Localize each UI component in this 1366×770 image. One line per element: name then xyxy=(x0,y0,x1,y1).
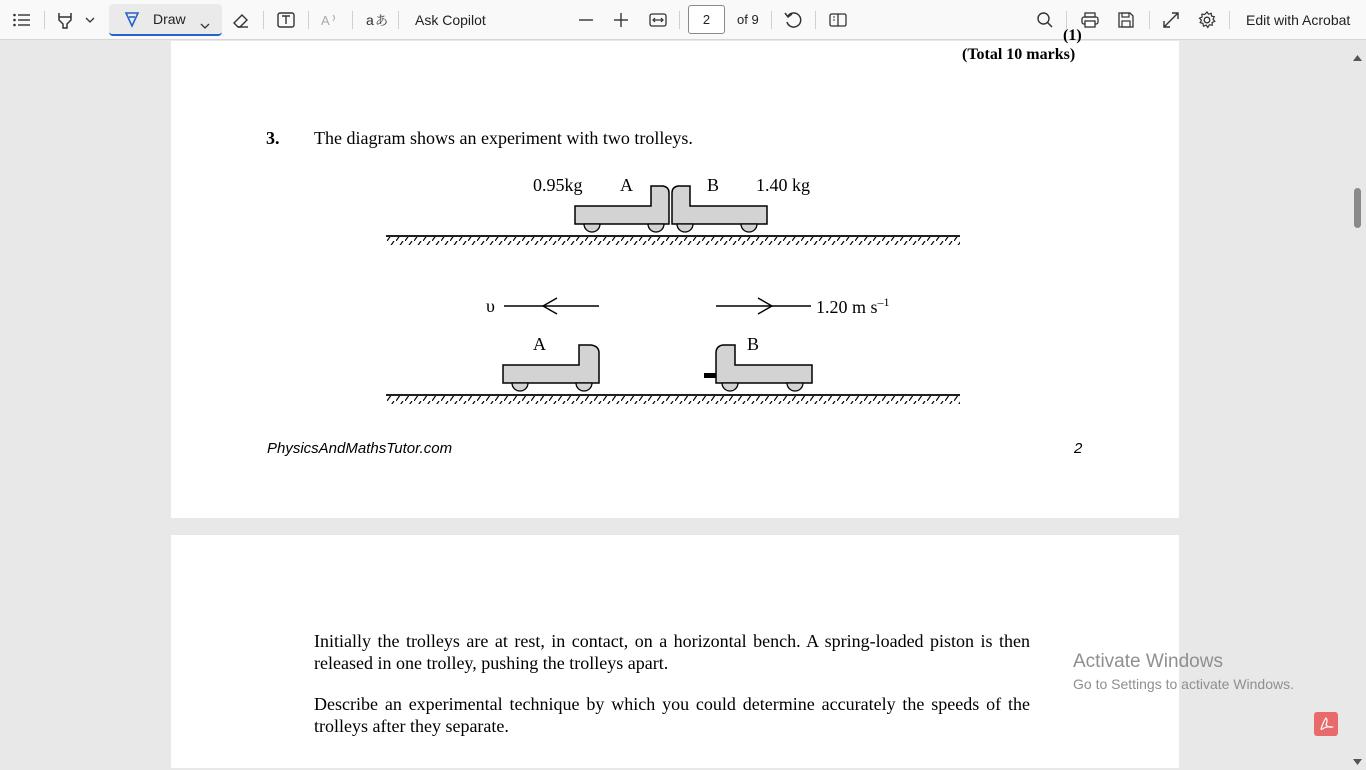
highlight-dropdown-chevron-icon[interactable] xyxy=(82,0,98,40)
trolley-a-bottom xyxy=(503,345,599,391)
eraser-icon[interactable] xyxy=(230,0,252,40)
trolley-b-label-bottom: B xyxy=(747,334,760,354)
zoom-in-icon[interactable] xyxy=(611,0,631,40)
fit-to-width-icon[interactable] xyxy=(647,0,669,40)
settings-gear-icon[interactable] xyxy=(1196,0,1218,40)
search-icon[interactable] xyxy=(1034,0,1056,40)
total-marks: (Total 10 marks) xyxy=(962,46,1076,63)
fullscreen-icon[interactable] xyxy=(1160,0,1182,40)
text-box-icon[interactable] xyxy=(275,0,297,40)
mass-b-label: 1.40 kg xyxy=(756,175,810,195)
translate-icon[interactable] xyxy=(364,0,388,40)
pdf-toolbar xyxy=(0,0,1366,40)
draw-dropdown-chevron-icon[interactable] xyxy=(200,16,210,32)
piston xyxy=(704,373,716,378)
edit-with-acrobat-button[interactable]: Edit with Acrobat xyxy=(1246,12,1351,28)
pdf-page-3 xyxy=(171,535,1179,768)
trolley-a-label-bottom: A xyxy=(533,334,546,354)
speed-b-label: 1.20 m $s^{-1}$ xyxy=(816,295,890,317)
left-arrow-icon xyxy=(504,298,599,314)
bottom-bench xyxy=(386,395,960,404)
pen-icon xyxy=(124,11,140,30)
trolley-diagram xyxy=(171,41,1179,421)
svg-text:あ: あ xyxy=(375,14,389,29)
paragraph-2: Describe an experimental technique by which you could determine accurately the speeds of the trolleys after they separate. xyxy=(314,694,1030,736)
paragraph-1: Initially the trolleys are at rest, in contact, on a horizontal bench. A spring-loaded piston is then released in one trolley, pushing the trolleys apart. xyxy=(314,631,1030,673)
trolley-a-label-top: A xyxy=(620,175,633,195)
activate-windows-title: Activate Windows xyxy=(1073,651,1223,672)
trolley-b-top xyxy=(672,186,767,232)
activate-windows-subtitle: Go to Settings to activate Windows. xyxy=(1073,676,1294,692)
clipped-marks-remnant: (1) xyxy=(1063,27,1082,44)
velocity-symbol: υ xyxy=(486,296,495,316)
scroll-down-icon[interactable] xyxy=(1353,752,1362,770)
page-total-label: of 9 xyxy=(737,12,759,27)
svg-text:A: A xyxy=(321,13,330,28)
highlight-icon[interactable] xyxy=(54,0,76,40)
question-number: 3. xyxy=(266,128,280,148)
scrollbar-thumb[interactable] xyxy=(1354,188,1361,228)
contents-icon[interactable] xyxy=(10,0,34,40)
scroll-up-icon[interactable] xyxy=(1353,48,1362,66)
trolley-b-label-top: B xyxy=(707,175,720,195)
footer-page-number: 2 xyxy=(1074,440,1083,457)
right-arrow-icon xyxy=(716,298,811,314)
ask-copilot-button[interactable]: Ask Copilot xyxy=(415,12,486,28)
read-aloud-icon[interactable] xyxy=(319,0,341,40)
zoom-out-icon[interactable] xyxy=(576,0,596,40)
page-view-icon[interactable] xyxy=(827,0,849,40)
mass-a-label: 0.95kg xyxy=(533,175,583,195)
save-icon[interactable] xyxy=(1115,0,1137,40)
acrobat-icon[interactable] xyxy=(1314,712,1338,736)
svg-text:a: a xyxy=(366,12,374,28)
page-number-input[interactable]: 2 xyxy=(688,5,725,34)
rotate-icon[interactable] xyxy=(782,0,804,40)
footer-site: PhysicsAndMathsTutor.com xyxy=(267,440,453,457)
vertical-scrollbar[interactable] xyxy=(1349,40,1366,768)
print-icon[interactable] xyxy=(1079,0,1101,40)
pdf-page-2 xyxy=(171,27,1179,518)
draw-label: Draw xyxy=(153,11,186,27)
draw-button[interactable] xyxy=(109,4,222,36)
top-bench xyxy=(386,236,960,245)
question-text: The diagram shows an experiment with two trolleys. xyxy=(314,128,693,148)
